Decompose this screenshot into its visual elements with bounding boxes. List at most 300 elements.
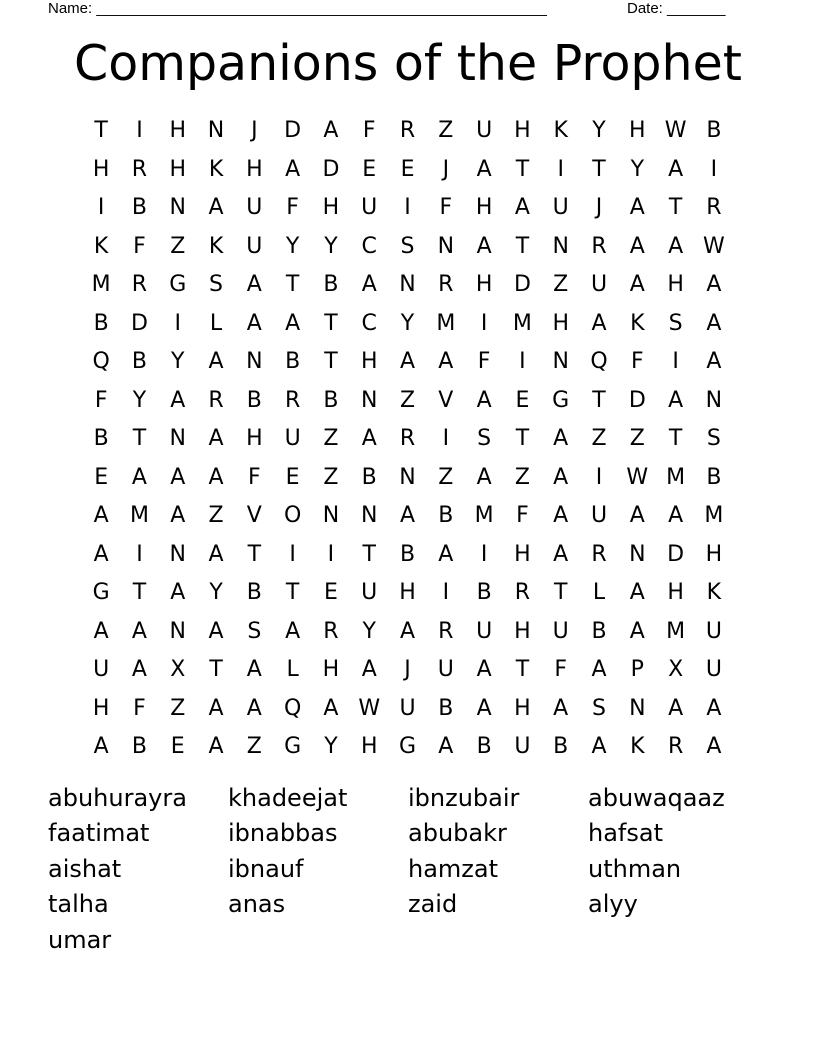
grid-letter: A — [668, 387, 684, 413]
grid-letter: R — [284, 387, 301, 413]
grid-letter: A — [246, 272, 262, 298]
grid-letter: A — [706, 734, 722, 760]
grid-letter: U — [514, 734, 531, 760]
grid-letter: H — [667, 272, 684, 298]
grid-letter: Q — [590, 349, 608, 375]
grid-letter: H — [514, 118, 531, 144]
grid-letter: T — [132, 426, 147, 452]
grid-letter: H — [667, 580, 684, 606]
grid-letter: D — [628, 387, 646, 413]
grid-letter: Z — [591, 426, 607, 452]
grid-letter: Z — [553, 272, 569, 298]
grid-letter: O — [283, 503, 302, 529]
grid-letter: Z — [208, 503, 224, 529]
grid-letter: T — [592, 387, 606, 413]
grid-letter: L — [209, 310, 223, 336]
grid-letter: W — [703, 233, 725, 259]
grid-letter: T — [592, 156, 606, 182]
grid-letter: J — [404, 657, 411, 683]
grid-letter: U — [437, 657, 454, 683]
grid-letter: X — [668, 657, 684, 683]
page-title: Companions of the Prophet — [74, 35, 742, 92]
grid-letter: Z — [438, 464, 454, 490]
grid-letter: M — [129, 503, 149, 529]
grid-letter: H — [322, 657, 340, 683]
grid-letter: N — [207, 118, 225, 144]
grid-letter: Y — [362, 618, 376, 644]
grid-letter: G — [552, 387, 570, 413]
grid-letter: A — [399, 503, 416, 529]
grid-letter: D — [667, 541, 685, 567]
grid-letter: N — [705, 387, 723, 413]
grid-letter: A — [629, 272, 645, 298]
grid-letter: H — [246, 156, 263, 182]
grid-letter: U — [705, 657, 722, 683]
grid-letter: A — [706, 349, 722, 375]
grid-letter: A — [170, 580, 186, 606]
word-list-item: ibnauf — [228, 854, 304, 883]
grid-letter: A — [476, 156, 492, 182]
grid-letter: K — [706, 580, 722, 606]
grid-letter: H — [92, 695, 110, 721]
word-list-row — [48, 780, 768, 816]
grid-letter: U — [361, 580, 378, 606]
word-list-item: uthman — [588, 854, 682, 883]
grid-letter: H — [399, 580, 416, 606]
grid-letter: A — [591, 734, 607, 760]
grid-letter: S — [247, 618, 262, 644]
grid-letter: Y — [209, 580, 223, 606]
grid-letter: G — [169, 272, 187, 298]
grid-letter: A — [93, 734, 109, 760]
grid-row — [82, 690, 734, 729]
grid-letter: A — [476, 657, 492, 683]
grid-letter: A — [706, 272, 722, 298]
word-list-row — [48, 887, 768, 923]
grid-letter: A — [553, 503, 569, 529]
grid-letter: I — [404, 195, 411, 221]
grid-letter: T — [362, 541, 376, 567]
word-list-item: abuhurayra — [48, 783, 187, 812]
grid-letter: L — [286, 657, 299, 683]
grid-letter: M — [512, 310, 532, 336]
grid-letter: M — [91, 272, 111, 298]
grid-letter: A — [629, 618, 645, 644]
grid-letter: A — [591, 310, 607, 336]
grid-letter: Z — [323, 464, 339, 490]
grid-letter: K — [553, 118, 568, 144]
grid-letter: S — [209, 272, 224, 298]
grid-row — [82, 266, 734, 305]
grid-letter: S — [706, 426, 721, 452]
grid-letter: H — [92, 156, 110, 182]
grid-letter: A — [668, 503, 684, 529]
grid-row — [82, 382, 734, 421]
word-list-item: ibnabbas — [228, 819, 338, 848]
word-list-item: abubakr — [408, 819, 507, 848]
grid-letter: T — [285, 580, 300, 606]
grid-row — [82, 497, 734, 536]
word-list-item: hamzat — [408, 854, 499, 883]
grid-row — [82, 651, 734, 690]
grid-letter: A — [93, 618, 109, 644]
grid-letter: T — [209, 657, 223, 683]
grid-letter: B — [438, 503, 454, 529]
grid-letter: B — [553, 734, 569, 760]
grid-letter: J — [251, 118, 258, 144]
grid-letter: U — [705, 618, 722, 644]
grid-letter: D — [322, 156, 340, 182]
grid-letter: A — [629, 580, 645, 606]
word-list-item: hafsat — [588, 819, 663, 848]
grid-letter: U — [476, 618, 493, 644]
grid-letter: W — [358, 695, 381, 721]
grid-letter: H — [514, 695, 531, 721]
grid-letter: A — [208, 541, 224, 567]
grid-letter: A — [246, 657, 262, 683]
grid-letter: Y — [324, 734, 338, 760]
grid-letter: Z — [170, 233, 186, 259]
grid-letter: A — [476, 695, 492, 721]
grid-letter: G — [398, 734, 417, 760]
grid-letter: I — [519, 349, 526, 375]
grid-letter: U — [399, 695, 416, 721]
grid-row — [82, 728, 734, 767]
grid-letter: B — [285, 349, 301, 375]
grid-letter: B — [361, 464, 377, 490]
grid-letter: W — [626, 464, 649, 490]
grid-letter: U — [246, 233, 263, 259]
grid-letter: R — [438, 272, 454, 298]
grid-letter: A — [399, 349, 416, 375]
grid-letter: E — [515, 387, 530, 413]
grid-letter: F — [286, 195, 299, 221]
grid-letter: N — [437, 233, 455, 259]
grid-letter: N — [629, 541, 646, 567]
grid-letter: A — [553, 464, 569, 490]
grid-letter: B — [591, 618, 607, 644]
grid-row — [82, 574, 734, 613]
grid-letter: Q — [283, 695, 302, 721]
grid-letter: K — [630, 310, 645, 336]
grid-letter: X — [170, 657, 186, 683]
grid-letter: A — [361, 426, 377, 452]
word-list-row — [48, 816, 768, 852]
grid-letter: H — [246, 426, 263, 452]
grid-letter: I — [289, 541, 296, 567]
grid-letter: A — [361, 272, 377, 298]
grid-letter: T — [515, 426, 530, 452]
grid-letter: N — [169, 426, 186, 452]
grid-letter: N — [552, 349, 569, 375]
grid-letter: A — [706, 310, 722, 336]
name-field-label: Name: ______________________________________________________ — [48, 0, 547, 17]
grid-letter: Z — [323, 426, 339, 452]
grid-letter: I — [557, 156, 564, 182]
grid-letter: I — [327, 541, 335, 567]
grid-letter: U — [590, 503, 608, 529]
grid-letter: Z — [438, 118, 454, 144]
grid-letter: H — [629, 118, 646, 144]
grid-letter: S — [477, 426, 492, 452]
grid-letter: H — [705, 541, 723, 567]
grid-letter: M — [666, 618, 686, 644]
grid-letter: A — [476, 233, 492, 259]
grid-letter: A — [553, 426, 569, 452]
grid-letter: L — [592, 580, 606, 606]
word-list — [48, 780, 768, 958]
grid-letter: A — [170, 387, 186, 413]
grid-letter: R — [399, 426, 416, 452]
grid-letter: A — [514, 195, 530, 221]
grid-row — [82, 305, 734, 344]
grid-letter: U — [476, 118, 493, 144]
grid-letter: E — [285, 464, 300, 490]
word-list-item: umar — [48, 925, 112, 954]
grid-letter: J — [595, 195, 603, 221]
grid-letter: N — [169, 195, 186, 221]
grid-letter: W — [664, 118, 687, 144]
grid-letter: G — [92, 580, 110, 606]
grid-letter: R — [591, 233, 607, 259]
grid-letter: A — [170, 464, 186, 490]
grid-letter: I — [136, 118, 143, 144]
grid-letter: A — [131, 618, 147, 644]
grid-letter: B — [706, 464, 722, 490]
word-list-item: aishat — [48, 854, 122, 883]
grid-letter: H — [169, 156, 187, 182]
grid-letter: I — [442, 580, 450, 606]
grid-letter: B — [476, 580, 492, 606]
grid-letter: B — [323, 387, 339, 413]
grid-letter: J — [442, 156, 450, 182]
grid-letter: Z — [246, 734, 262, 760]
grid-letter: Y — [592, 118, 606, 144]
grid-letter: T — [515, 657, 530, 683]
grid-letter: T — [324, 349, 338, 375]
grid-letter: M — [436, 310, 456, 336]
grid-letter: U — [246, 195, 263, 221]
grid-letter: S — [668, 310, 683, 336]
grid-letter: F — [362, 118, 376, 144]
grid-letter: B — [438, 695, 454, 721]
grid-letter: F — [554, 657, 568, 683]
grid-letter: Z — [170, 695, 186, 721]
grid-letter: A — [131, 657, 147, 683]
grid-letter: A — [553, 695, 569, 721]
grid-letter: B — [706, 118, 722, 144]
grid-letter: M — [704, 503, 724, 529]
grid-letter: B — [323, 272, 339, 298]
grid-letter: C — [361, 310, 377, 336]
grid-letter: A — [553, 541, 569, 567]
grid-letter: F — [516, 503, 529, 529]
grid-letter: A — [668, 695, 684, 721]
grid-letter: U — [552, 195, 569, 221]
grid-letter: I — [480, 310, 488, 336]
grid-letter: B — [476, 734, 492, 760]
grid-row — [82, 536, 734, 575]
grid-letter: Z — [514, 464, 530, 490]
grid-letter: Y — [400, 310, 415, 336]
grid-letter: C — [361, 233, 377, 259]
word-list-item: alyy — [588, 890, 638, 919]
grid-letter: A — [170, 503, 186, 529]
grid-letter: A — [438, 349, 454, 375]
grid-letter: N — [322, 503, 340, 529]
grid-letter: E — [94, 464, 109, 490]
grid-letter: E — [170, 734, 185, 760]
grid-letter: Y — [171, 349, 185, 375]
grid-letter: R — [514, 580, 531, 606]
grid-letter: N — [360, 503, 378, 529]
grid-letter: N — [552, 233, 569, 259]
grid-letter: A — [208, 195, 224, 221]
grid-letter: A — [246, 695, 262, 721]
grid-letter: H — [360, 349, 378, 375]
grid-letter: A — [208, 464, 224, 490]
grid-letter: Y — [132, 387, 147, 413]
grid-letter: E — [323, 580, 338, 606]
grid-letter: T — [285, 272, 300, 298]
grid-row — [82, 112, 734, 151]
grid-row — [82, 343, 734, 382]
grid-letter: B — [131, 195, 147, 221]
grid-letter: Z — [399, 387, 416, 413]
grid-letter: I — [97, 195, 105, 221]
word-list-item: ibnzubair — [408, 783, 520, 812]
grid-letter: R — [667, 734, 684, 760]
grid-letter: H — [514, 618, 531, 644]
grid-letter: Z — [629, 426, 645, 452]
grid-letter: R — [591, 541, 607, 567]
grid-letter: I — [595, 464, 603, 490]
grid-row — [82, 459, 734, 498]
grid-letter: I — [710, 156, 718, 182]
grid-letter: A — [131, 464, 147, 490]
grid-letter: A — [591, 657, 607, 683]
grid-letter: B — [131, 349, 147, 375]
word-list-item: anas — [228, 890, 286, 919]
grid-letter: F — [133, 233, 146, 259]
grid-row — [82, 228, 734, 267]
grid-letter: M — [474, 503, 494, 529]
grid-row — [82, 613, 734, 652]
grid-letter: E — [400, 156, 415, 182]
grid-letter: T — [515, 233, 530, 259]
grid-letter: A — [323, 118, 339, 144]
grid-letter: K — [208, 233, 224, 259]
grid-letter: A — [208, 695, 224, 721]
grid-letter: R — [323, 618, 339, 644]
grid-letter: I — [480, 541, 488, 567]
grid-letter: R — [706, 195, 722, 221]
grid-letter: U — [284, 426, 301, 452]
grid-letter: F — [630, 349, 644, 375]
grid-letter: A — [93, 503, 109, 529]
grid-letter: I — [174, 310, 181, 336]
grid-letter: T — [553, 580, 568, 606]
grid-letter: H — [552, 310, 569, 336]
word-list-item: faatimat — [48, 819, 150, 848]
grid-letter: D — [130, 310, 148, 336]
grid-letter: T — [515, 156, 530, 182]
grid-letter: V — [246, 503, 262, 529]
grid-letter: B — [93, 426, 109, 452]
header-line — [48, 0, 748, 20]
grid-letter: B — [399, 541, 416, 567]
grid-letter: T — [324, 310, 338, 336]
grid-letter: I — [672, 349, 679, 375]
grid-letter: Y — [285, 233, 300, 259]
grid-letter: T — [94, 118, 108, 144]
grid-letter: A — [476, 387, 492, 413]
grid-letter: D — [513, 272, 531, 298]
grid-letter: A — [285, 618, 301, 644]
word-list-item: talha — [48, 890, 109, 919]
grid-letter: A — [246, 310, 262, 336]
grid-letter: A — [629, 233, 645, 259]
grid-letter: A — [208, 349, 224, 375]
grid-letter: B — [131, 734, 147, 760]
grid-letter: N — [399, 272, 416, 298]
grid-letter: I — [136, 541, 143, 567]
grid-letter: A — [208, 426, 224, 452]
grid-letter: Y — [630, 156, 645, 182]
grid-letter: U — [552, 618, 569, 644]
grid-letter: H — [475, 272, 493, 298]
grid-letter: A — [361, 657, 377, 683]
grid-letter: F — [248, 464, 261, 490]
grid-letter: Y — [324, 233, 338, 259]
grid-letter: N — [629, 695, 646, 721]
grid-row — [82, 151, 734, 190]
word-list-item: zaid — [408, 890, 458, 919]
grid-letter: F — [439, 195, 453, 221]
grid-letter: I — [442, 426, 450, 452]
word-list-item: abuwaqaaz — [588, 783, 725, 812]
grid-letter: H — [322, 195, 340, 221]
grid-letter: K — [630, 734, 645, 760]
grid-letter: T — [132, 580, 147, 606]
grid-letter: T — [668, 426, 683, 452]
grid-letter: A — [208, 618, 224, 644]
grid-letter: U — [93, 657, 110, 683]
grid-letter: N — [360, 387, 378, 413]
grid-letter: F — [94, 387, 108, 413]
grid-letter: A — [629, 195, 645, 221]
grid-letter: A — [668, 233, 684, 259]
grid-letter: T — [247, 541, 262, 567]
grid-letter: F — [477, 349, 491, 375]
grid-letter: N — [246, 349, 263, 375]
word-list-row — [48, 851, 768, 887]
grid-letter: A — [93, 541, 109, 567]
grid-letter: R — [208, 387, 224, 413]
grid-letter: N — [399, 464, 416, 490]
grid-letter: A — [668, 156, 684, 182]
grid-letter: H — [475, 195, 493, 221]
grid-letter: P — [630, 657, 644, 683]
letter-grid — [82, 112, 734, 767]
grid-letter: A — [208, 734, 224, 760]
grid-letter: R — [131, 156, 148, 182]
grid-letter: A — [476, 464, 492, 490]
grid-row — [82, 420, 734, 459]
grid-letter: A — [438, 734, 454, 760]
grid-letter: R — [399, 118, 416, 144]
grid-letter: K — [93, 233, 109, 259]
